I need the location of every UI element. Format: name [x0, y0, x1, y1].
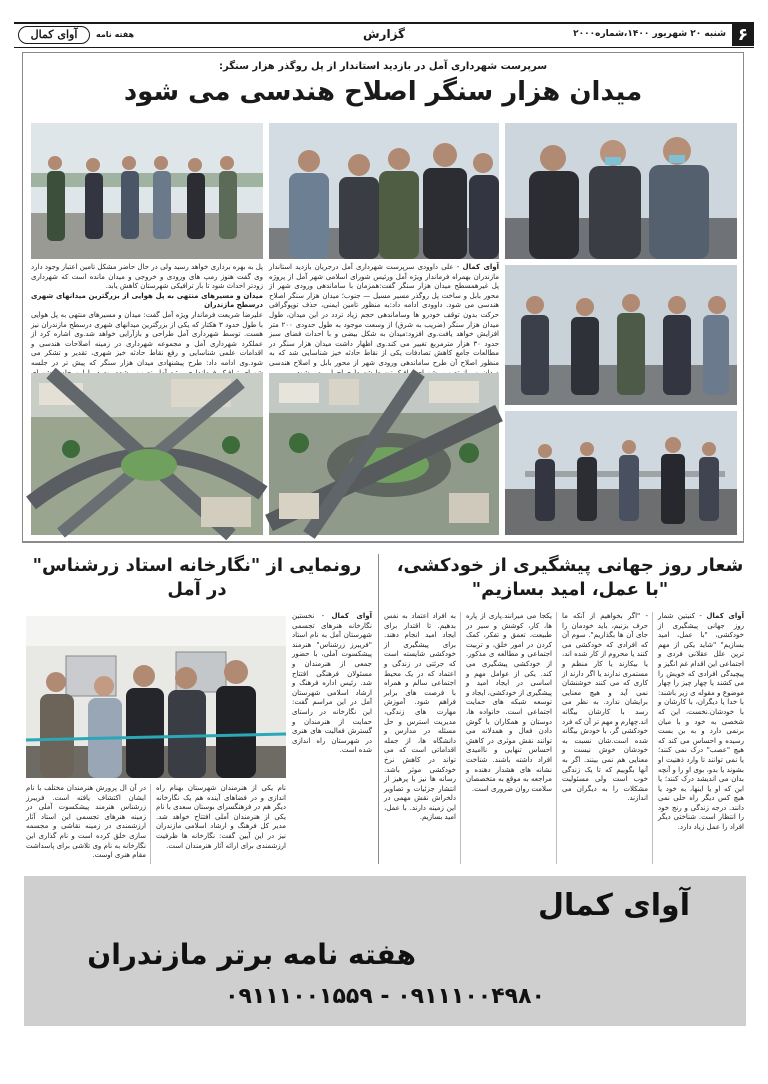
article-headline: میدان هزار سنگر اصلاح هندسی می شود [123, 77, 643, 107]
render-interchange-aerial-1 [269, 373, 499, 535]
photo-officials-bridge [505, 411, 737, 535]
gallery-article-headline [22, 554, 372, 602]
article-paragraph: - کنیتین شمار روز جهانی پیشگیری از خودکشی، "با عمل، امید بسازیم" "شاید یکی از مهم ترین علل عقلانی فردی و اجتماعی این اقدام غم انگیز و پیچیدگی افرادی که خویش را می کشند یا چهار چیز را چهار موضوع و مقوله ی زیر باشند: با خدا یا دیگران، با کارشان و با خودشان.نخست، این که شخصی به خود و با میان برنمی دارد و به بن بست رسیده و احساس می کند که هیچ "عصب" درک نمی کنند؛ یا نمی توانند تا وارد ذهنیت او بشوند یا بدو، بوی او را و آنچه بدان می اندیشد درک کنند؛ یا این که او یا اینها، به خود یا هیچ کس دیگر راه حلی نمی دانند. درجه زندگی و رنج خود را انتظار است. شناختی دیگر افراد را عمل زیاد دارد. [658, 612, 744, 832]
suicide-article-col-3 [466, 612, 552, 864]
photo-officials-road [31, 123, 263, 259]
column-separator [460, 612, 461, 864]
article-paragraph: پل به بهره برداری خواهد رسید ولی در حال حاضر مشکل تامین اعتبار وجود دارد وی گفت هنوز رمپ های ورودی و خروجی و میدان مانده است که شهرداری زودتر احداث شود تا بار ترافیکی شهرستان کاهش یابد. [31, 263, 263, 291]
article-paragraph: - نخستین نگارخانه هنرهای تجسمی شهرستان آمل به نام استاد "فریبرز زرشناس" هنرمند پیشکسوت آملی، با حضور جمعی از هنرمندان و مسئولان فرهنگی افتتاح شد. رئیس اداره فرهنگ و ارشاد اسلامی شهرستان آمل در این مراسم گفت: این نگارخانه در راستای حمایت از هنرمندان و گسترش فعالیت های هنری در شهرستان راه اندازی شده است. [292, 612, 372, 755]
photo-gallery-opening [26, 616, 286, 778]
byline: آوای کمال [706, 612, 744, 620]
article-separator [378, 554, 379, 864]
page-number: ۶ [732, 24, 754, 46]
byline: آوای کمال [462, 263, 500, 271]
article-paragraph: یکجا می میرانند.پاری از پاره ها، کار، کوشش و سیر در طبیعت، تعمق و تفکر، کمک کردن در امور خلق، و تربیت اجتماعی و مطالعه ی مذکور. از خودکشی پیشگیری می کند. یکی از عوامل مهم و اساسی در ایجاد امید و پیشگیری از خودکشی، ایجاد و توسعه شبکه های حمایت اجتماعی است. خانواده ها، دوستان و همکاران با گوش دادن فعال و همدلانه می توانند نقش موثری در کاهش احساس تنهایی و ناامیدی افراد داشته باشند. شناخت نشانه های هشدار دهنده و مراجعه به موقع به متخصصان سلامت روان ضروری است. [466, 612, 552, 793]
headline-line: در آمل [167, 579, 227, 600]
photo-officials-group [269, 123, 499, 259]
column-separator [652, 612, 653, 864]
article-paragraph: به افراد اعتماد به نفس بدهیم. تا اقتدار برای ایجاد امید انجام دهند. برای پیشگیری از خودکشی شایسته است که جرئتی در زندگی و اعتماد که در یک محیط اجتماعی سالم و همراه با فرصت های برابر فراهم شود. آموزش مهارت های زندگی، مدیریت استرس و حل مسئله در مدارس و دانشگاه ها، از جمله اقداماتی است که می تواند در کاهش نرخ خودکشی موثر باشد. رسانه ها نیز با پرهیز از انتشار جزئیات و تصاویر دلخراش نقش مهمی در این زمینه دارند. با عمل، امید بسازیم. [384, 612, 456, 822]
masthead-name: آوای کمال [18, 26, 90, 44]
photo-officials-closeup [505, 123, 737, 259]
page-header [14, 22, 754, 48]
newspaper-ad-banner [24, 876, 746, 1026]
suicide-article-col-4 [384, 612, 456, 864]
column-separator [150, 784, 151, 864]
article-kicker: سرپرست شهرداری آمل در بازدید استاندار از پل روگذر هزار سنگر: [218, 61, 548, 72]
suicide-article-headline [392, 554, 748, 602]
gallery-article-col-3 [26, 784, 146, 864]
article-paragraph: در آن ال پرورش هنرمندان مختلف با نام ایشان اکتشاف یافته است. فریبرز زرشناس هنرمند پیشکسوت آملی در زمینه هنرهای تجسمی این استاد آثار ارزشمندی در زمینه نقاشی و مجسمه سازی خلق کرده است و نام گذاری این نگارخانه به نام وی تلاشی برای پاسداشت مقام هنری اوست. [26, 784, 146, 860]
article-paragraph: علیرضا شریعت فرماندار ویژه آمل گفت: میدان و مسیرهای منتهی به پل هوایی با طول حدود ۳ هکتار که یکی از بزرگترین میدانهای شهری درسطح مازندران نیز هست. توسط شهرداری آمل طراحی و بازآرایی خواهد شد.وی اشاره کرد از عملکرد شهرداری آمل و مجموعه شهرداری در زمینه اصلاحات هندسی و اقدامات علمی شناسایی و رفع نقاط حادثه خیز شهری، تقدیر و تشکر می شود.وی ادامه داد: طرح پیشنهادی میدان هزار سنگر که پیش تر در جلسه [31, 310, 263, 367]
headline-line: "با عمل، امید بسازیم" [471, 579, 669, 600]
ad-subtitle: هفته نامه برتر مازندران [87, 938, 416, 971]
gallery-article-col-1 [292, 612, 372, 864]
top-article [22, 52, 744, 542]
suicide-article-col-1 [658, 612, 744, 864]
ad-phone-numbers: ۰۹۱۱۱۰۰۱۵۵۹ - ۰۹۱۱۱۰۰۴۹۸۰ [225, 984, 545, 1009]
article-paragraph: - علی داوودی سرپرست شهرداری آمل درجریان بازدید استاندار مازندران بهمراه فرماندار ویژه آمل ورئیس شورای اسلامی شهر آمل از پروژه پل غیرهمسطح میدان هزار سنگر گفت:همزمان با ساماندهی ورودی شهر از محور بابل و ساخت پل روگذر مسیر مسیل — جنوب؛ میدان هزار سنگر اصلاح هندسی می شود. داوودی ادامه داد:به منظور تامین ایمنی، حذف توپوگرافی حرکت بدون توقف خودرو ها وساماندهی حجم زیاد تردد در این میدان، طول میدان هزار سنگر (ضریب به شرق) از وسعت موجود به طول حدودی ۲۰۰ متر افزایش خواهد یافت.وی افزود:میدان به شکل بیضی و با احداث فضای سبز حدود ۳۰ هزار مترمربع تغییر می کند.وی اظهار داشت میدان هزار سنگر در مطالعات جامع کاهش تصادفات یکی از نقاط حادثه خیز شناسایی شد که به منظور اصلاح آن طرح ساماندهی ورودی شهر از محور بابل و اصلاح هندسی [269, 263, 499, 367]
suicide-article-col-2 [562, 612, 648, 864]
article-subheading: میدان و مسیرهای منتهی به پل هوایی از بزرگترین میدانهای شهری درسطح مازندران [31, 291, 263, 310]
photo-officials-walking [505, 265, 737, 405]
headline-line: رونمایی از "نگارخانه استاد زرشناس" [32, 555, 362, 576]
section-title: گزارش [362, 27, 406, 41]
headline-line: شعار روز جهانی پیشگیری از خودکشی، [396, 555, 744, 576]
article-paragraph: نام یکی از هنرمندان شهرستان بهنام راه اندازی و در فضاهای آینده هم یک نگارخانه دیگر هم در فرهنگسرای بوستان سعدی با نام یکی از هنرمندان آملی افتتاح خواهد شد. مدیر کل فرهنگ و ارشاد اسلامی مازندران نیز در این آیین گفت: نگارخانه ها ظرفیت ارزشمندی برای ارائه آثار هنرمندان است. [156, 784, 286, 850]
column-separator [556, 612, 557, 864]
masthead-subtitle: هفته نامه [96, 30, 135, 39]
gallery-article-col-2 [156, 784, 286, 864]
section-divider [22, 542, 744, 543]
masthead-logo [18, 26, 158, 44]
byline: آوای کمال [331, 612, 372, 620]
article-paragraph: - "اگر بخواهیم از آنکه ما حرف بزنیم، باید خودمان را جای آن ها بگذاریم". سوم آن که افرادی که خودکشی می کنند یا محروم از کار شده اند، یا بیکارند یا کار منظم و مستمری ندارند یا اگر دارند از کاری که می کنند خوشنشان نمی آید و هیچ معنایی برایشان ندارد. به نظر می رسد با کارشان بیگانه اند.چهارم و مهم تر آن که فرد خودکشی گر، با خودش بیگانه شده است.شان نسبت به خودشان خوش نیست و معنایی هم نمی بینند. اگر به آنها بگوییم که تا یک زندگی خوب است ولی مسئولیت مشکلات را به دیگران می اندازند. [562, 612, 648, 803]
issue-dateline: شنبه ۲۰ شهریور ۱۴۰۰،شماره۲۰۰۰ [573, 29, 726, 39]
render-interchange-aerial-2 [31, 373, 263, 535]
ad-newspaper-name: آوای کمال [537, 888, 690, 923]
